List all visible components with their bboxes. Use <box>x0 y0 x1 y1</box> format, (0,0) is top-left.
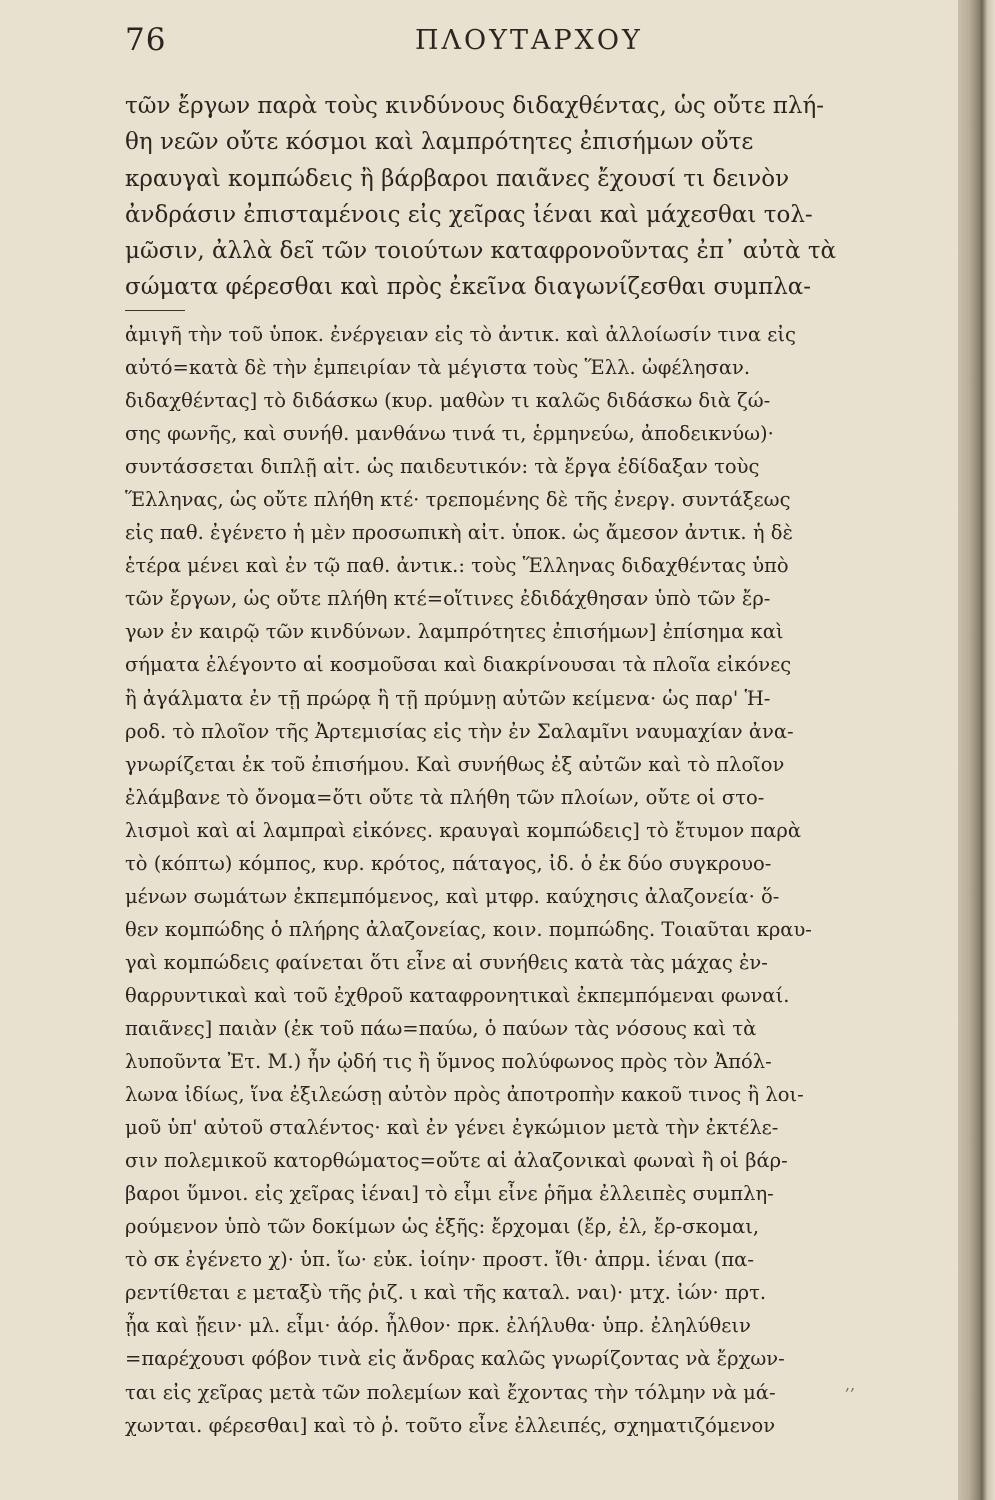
main-text-block <box>125 88 885 306</box>
note-line: θαρρυντικαὶ καὶ τοῦ ἐχθροῦ καταφρονητικαὶ ἐκπεμπόμεναι φωναί. <box>125 983 790 1007</box>
note-line: ἀμιγῆ τὴν τοῦ ὑποκ. ἐνέργειαν εἰς τὸ ἀντικ. καὶ ἀλλοίωσίν τινα εἰς <box>125 323 796 346</box>
note-line: ροδ. τὸ πλοῖον τῆς Ἀρτεμισίας εἰς τὴν ἐν Σαλαμῖνι ναυμαχίαν ἀνα- <box>125 719 794 743</box>
note-line: σήματα ἐλέγοντο αἱ κοσμοῦσαι καὶ διακρίνουσαι τὰ πλοῖα εἰκόνες <box>125 653 792 677</box>
note-line: ρεντίθεται ε μεταξὺ τῆς ῥιζ. ι καὶ τῆς καταλ. ναι)· μτχ. ἰών· πρτ. <box>125 1281 767 1305</box>
book-binding-edge <box>958 0 995 1500</box>
note-line: βαροι ὕμνοι. εἰς χεῖρας ἰέναι] τὸ εἶμι εἶνε ῥῆμα ἐλλειπὲς συμπλη- <box>125 1182 774 1206</box>
note-line: ἢ ἀγάλματα ἐν τῇ πρώρᾳ ἢ τῇ πρύμνῃ αὐτῶν κείμενα· ὡς παρ' Ἡ- <box>125 686 771 710</box>
note-line: εἰς παθ. ἐγένετο ἡ μὲν προσωπικὴ αἰτ. ὑποκ. ὡς ἄμεσον ἀντικ. ἡ δὲ <box>125 521 793 545</box>
note-line: Ἕλληνας, ὡς οὔτε πλήθη κτέ· τρεπομένης δὲ τῆς ἐνεργ. συντάξεως <box>125 488 791 512</box>
main-text-line: θη νεῶν οὔτε κόσμοι καὶ λαμπρότητες ἐπισήμων οὔτε <box>125 129 754 156</box>
note-line: τῶν ἔργων, ὡς οὔτε πλήθη κτέ=οἵτινες ἐδιδάχθησαν ὑπὸ τῶν ἔρ- <box>125 587 771 611</box>
note-line: παιᾶνες] παιὰν (ἐκ τοῦ πάω=παύω, ὁ παύων τὰς νόσους καὶ τὰ <box>125 1016 757 1040</box>
note-line: ται εἰς χεῖρας μετὰ τῶν πολεμίων καὶ ἔχοντας τὴν τόλμην νὰ μά- <box>125 1380 776 1404</box>
note-line: ᾖα καὶ ᾔειν· μλ. εἶμι· ἀόρ. ἦλθον· πρκ. ἐλήλυθα· ὑπρ. ἐληλύθειν <box>125 1314 751 1338</box>
note-line: γνωρίζεται ἐκ τοῦ ἐπισήμου. Καὶ συνήθως ἐξ αὐτῶν καὶ τὸ πλοῖον <box>125 752 785 776</box>
note-line: σιν πολεμικοῦ κατορθώματος=οὔτε αἱ ἀλαζονικαὶ φωναὶ ἢ οἱ βάρ- <box>125 1149 788 1173</box>
main-text-line: μῶσιν, ἀλλὰ δεῖ τῶν τοιούτων καταφρονοῦντας ἐπ᾽ αὐτὰ τὰ <box>125 238 837 265</box>
commentary-notes-block <box>125 318 885 1442</box>
stray-pencil-mark: ,, <box>845 1375 856 1394</box>
note-line: τὸ σκ ἐγένετο χ)· ὑπ. ἴω· εὐκ. ἰοίην· προστ. ἴθι· ἀπρμ. ἰέναι (πα- <box>125 1248 754 1272</box>
note-line: ρούμενον ὑπὸ τῶν δοκίμων ὡς ἑξῆς: ἔρχομαι (ἔρ, ἐλ, ἔρ-σκομαι, <box>125 1215 760 1239</box>
note-line: μένων σωμάτων ἐκπεμπόμενος, καὶ μτφρ. καύχησις ἀλαζονεία· ὅ- <box>125 884 780 908</box>
note-line: =παρέχουσι φόβον τινὰ εἰς ἄνδρας καλῶς γνωρίζοντας νὰ ἔρχων- <box>125 1347 785 1371</box>
main-text-line: σώματα φέρεσθαι καὶ πρὸς ἐκεῖνα διαγωνίζεσθαι συμπλα- <box>125 274 812 301</box>
note-line: χωνται. φέρεσθαι] καὶ τὸ ῥ. τοῦτο εἶνε ἐλλειπές, σχηματιζόμενον <box>125 1413 776 1437</box>
note-line: αὐτό=κατὰ δὲ τὴν ἐμπειρίαν τὰ μέγιστα τοὺς Ἕλλ. ὠφέλησαν. <box>125 356 751 380</box>
main-text-line: κραυγαὶ κομπώδεις ἢ βάρβαροι παιᾶνες ἔχουσί τι δεινὸν <box>125 165 790 192</box>
main-text-line: ἀνδράσιν ἐπισταμένοις εἰς χεῖρας ἰέναι καὶ μάχεσθαι τολ- <box>125 201 813 228</box>
page-number: 76 <box>125 22 167 58</box>
note-line: λισμοὶ καὶ αἱ λαμπραὶ εἰκόνες. κραυγαὶ κομπώδεις] τὸ ἔτυμον παρὰ <box>125 818 802 842</box>
note-line: γαὶ κομπώδεις φαίνεται ὅτι εἶνε αἱ συνήθεις κατὰ τὰς μάχας ἐν- <box>125 950 768 974</box>
note-line: λωνα ἰδίως, ἵνα ἐξιλεώσῃ αὐτὸν πρὸς ἀποτροπὴν κακοῦ τινος ἢ λοι- <box>125 1083 804 1107</box>
note-line: ἑτέρα μένει καὶ ἐν τῷ παθ. ἀντικ.: τοὺς Ἕλληνας διδαχθέντας ὑπὸ <box>125 554 789 578</box>
note-line: γων ἐν καιρῷ τῶν κινδύνων. λαμπρότητες ἐπισήμων] ἐπίσημα καὶ <box>125 620 784 644</box>
running-title: ΠΛΟΥΤΑΡΧΟΥ <box>415 25 643 56</box>
footnote-separator-rule <box>125 310 185 311</box>
note-line: τὸ (κόπτω) κόμπος, κυρ. κρότος, πάταγος, ἰδ. ὁ ἐκ δύο συγκρουο- <box>125 851 772 875</box>
note-line: λυποῦντα Ἐτ. Μ.) ἦν ᾠδή τις ἢ ὕμνος πολύφωνος πρὸς τὸν Ἀπόλ- <box>125 1050 772 1074</box>
note-line: σης φωνῆς, καὶ συνήθ. μανθάνω τινά τι, ἑρμηνεύω, ἀποδεικνύω)· <box>125 422 774 446</box>
note-line: διδαχθέντας] τὸ διδάσκω (κυρ. μαθὼν τι καλῶς διδάσκω διὰ ζώ- <box>125 389 771 413</box>
page-header <box>125 22 885 72</box>
note-line: θεν κομπώδης ὁ πλήρης ἀλαζονείας, κοιν. πομπώδης. Τοιαῦται κραυ- <box>125 917 812 941</box>
note-line: ἐλάμβανε τὸ ὄνομα=ὅτι οὔτε τὰ πλήθη τῶν πλοίων, οὔτε οἱ στο- <box>125 785 765 809</box>
main-text-line: τῶν ἔργων παρὰ τοὺς κινδύνους διδαχθέντας, ὡς οὔτε πλή- <box>125 93 825 119</box>
note-line: συντάσσεται διπλῇ αἰτ. ὡς παιδευτικόν: τὰ ἔργα ἐδίδαξαν τοὺς <box>125 455 760 479</box>
note-line: μοῦ ὑπ' αὐτοῦ σταλέντος· καὶ ἐν γένει ἐγκώμιον μετὰ τὴν ἐκτέλε- <box>125 1116 779 1140</box>
